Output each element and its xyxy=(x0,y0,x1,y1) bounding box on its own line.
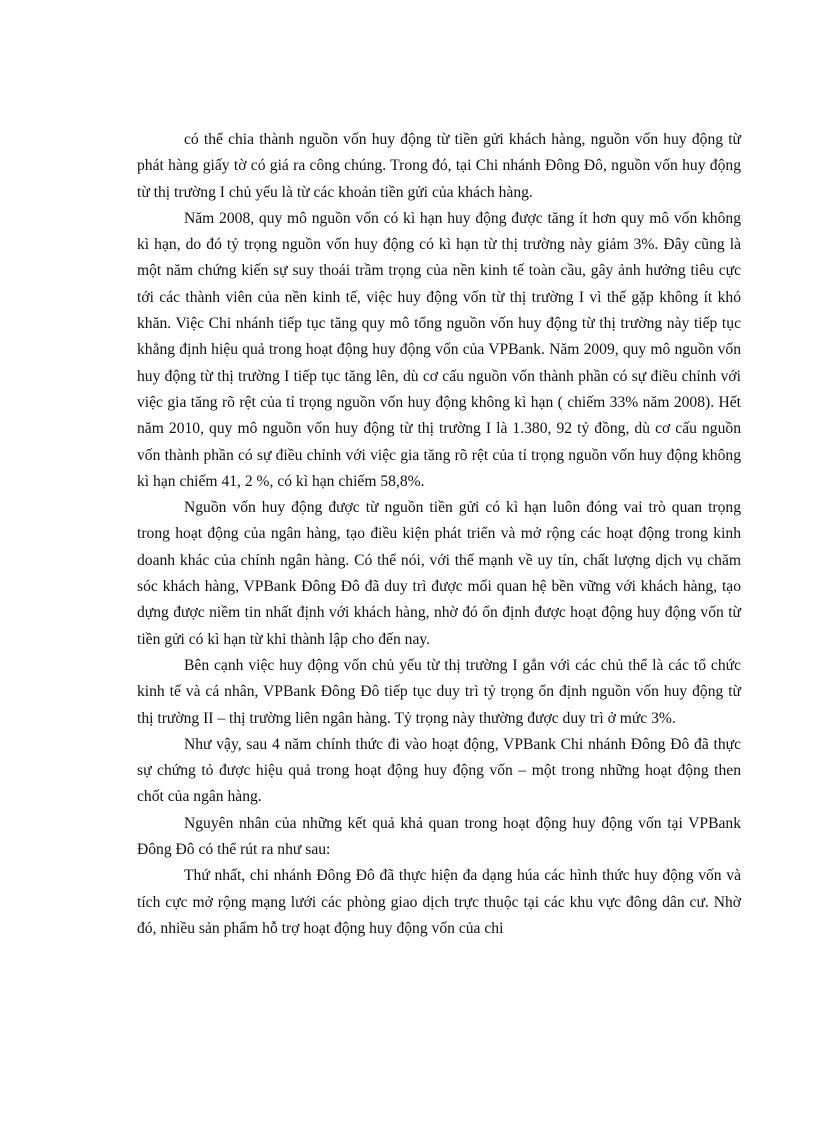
paragraph-3: Nguồn vốn huy động được từ nguồn tiền gửi có kì hạn luôn đóng vai trò quan trọng trong hoạt động của ngân hàng, tạo điều kiện phát triển và mở rộng các hoạt động trong kinh doanh khác của chính ngân hàng. Có thể nói, với thế mạnh về uy tín, chất lượng dịch vụ chăm sóc khách hàng, VPBank Đông Đô đã duy trì được mối quan hệ bền vững với khách hàng, tạo dựng được niềm tin nhất định với khách hàng, nhờ đó ổn định được hoạt động huy động vốn từ tiền gửi có kì hạn từ khi thành lập cho đến nay. xyxy=(137,499,741,648)
paragraph-2: Năm 2008, quy mô nguồn vốn có kì hạn huy động được tăng ít hơn quy mô vốn không kì hạn, do đó tỷ trọng nguồn vốn huy động có kì hạn từ thị trường này giảm 3%. Đây cũng là một năm chứng kiến sự suy thoái trầm trọng của nền kinh tế toàn cầu, gây ảnh hưởng tiêu cực tới các thành viên của nền kinh tế, việc huy động vốn từ thị trường I vì thế gặp không ít khó khăn. Việc Chi nhánh tiếp tục tăng quy mô tổng nguồn vốn huy động từ thị trường này tiếp tục khẳng định hiệu quả trong hoạt động huy động vốn của VPBank. Năm 2009, quy mô nguồn vốn huy động từ thị trường I tiếp tục tăng lên, dù cơ cấu nguồn vốn thành phần có sự điều chỉnh với việc gia tăng rõ rệt của tỉ trọng nguồn vốn huy động không kì hạn ( chiếm 33% năm 2008). Hết năm 2010, quy mô nguồn vốn huy động từ thị trường I là 1.380, 92 tỷ đồng, dù cơ cấu nguồn vốn thành phần có sự điều chỉnh với việc gia tăng rõ rệt của tỉ trọng nguồn vốn huy động không kì hạn chiếm 41, 2 %, có kì hạn chiếm 58,8%. xyxy=(137,209,741,490)
paragraph-1: có thể chia thành nguồn vốn huy động từ tiền gửi khách hàng, nguồn vốn huy động từ phát hàng giấy tờ có giá ra công chúng. Trong đó, tại Chi nhánh Đông Đô, nguồn vốn huy động từ thị trường I chủ yếu là từ các khoản tiền gửi của khách hàng. xyxy=(137,131,741,201)
paragraph-5: Như vậy, sau 4 năm chính thức đi vào hoạt động, VPBank Chi nhánh Đông Đô đã thực sự chứng tỏ được hiệu quả trong hoạt động huy động vốn – một trong những hoạt động then chốt của ngân hàng. xyxy=(137,735,741,806)
paragraph-7: Thứ nhất, chi nhánh Đông Đô đã thực hiện đa dạng húa các hình thức huy động vốn và tích cực mở rộng mạng lưới các phòng giao dịch trực thuộc tại các khu vực đông dân cư. Nhờ đó, nhiều sản phẩm hỗ trợ hoạt động huy động vốn của chi xyxy=(137,867,741,937)
paragraph-4: Bên cạnh việc huy động vốn chủ yếu từ thị trường I gắn với các chủ thể là các tổ chức kinh tế và cá nhân, VPBank Đông Đô tiếp tục duy trì tỷ trọng ổn định nguồn vốn huy động từ thị trường II – thị trường liên ngân hàng. Tỷ trọng này thường được duy trì ở mức 3%. xyxy=(137,656,741,727)
paragraph-6: Nguyên nhân của những kết quả khả quan trong hoạt động huy động vốn tại VPBank Đông Đô có thể rút ra như sau: xyxy=(137,814,741,859)
body-text xyxy=(137,127,741,942)
